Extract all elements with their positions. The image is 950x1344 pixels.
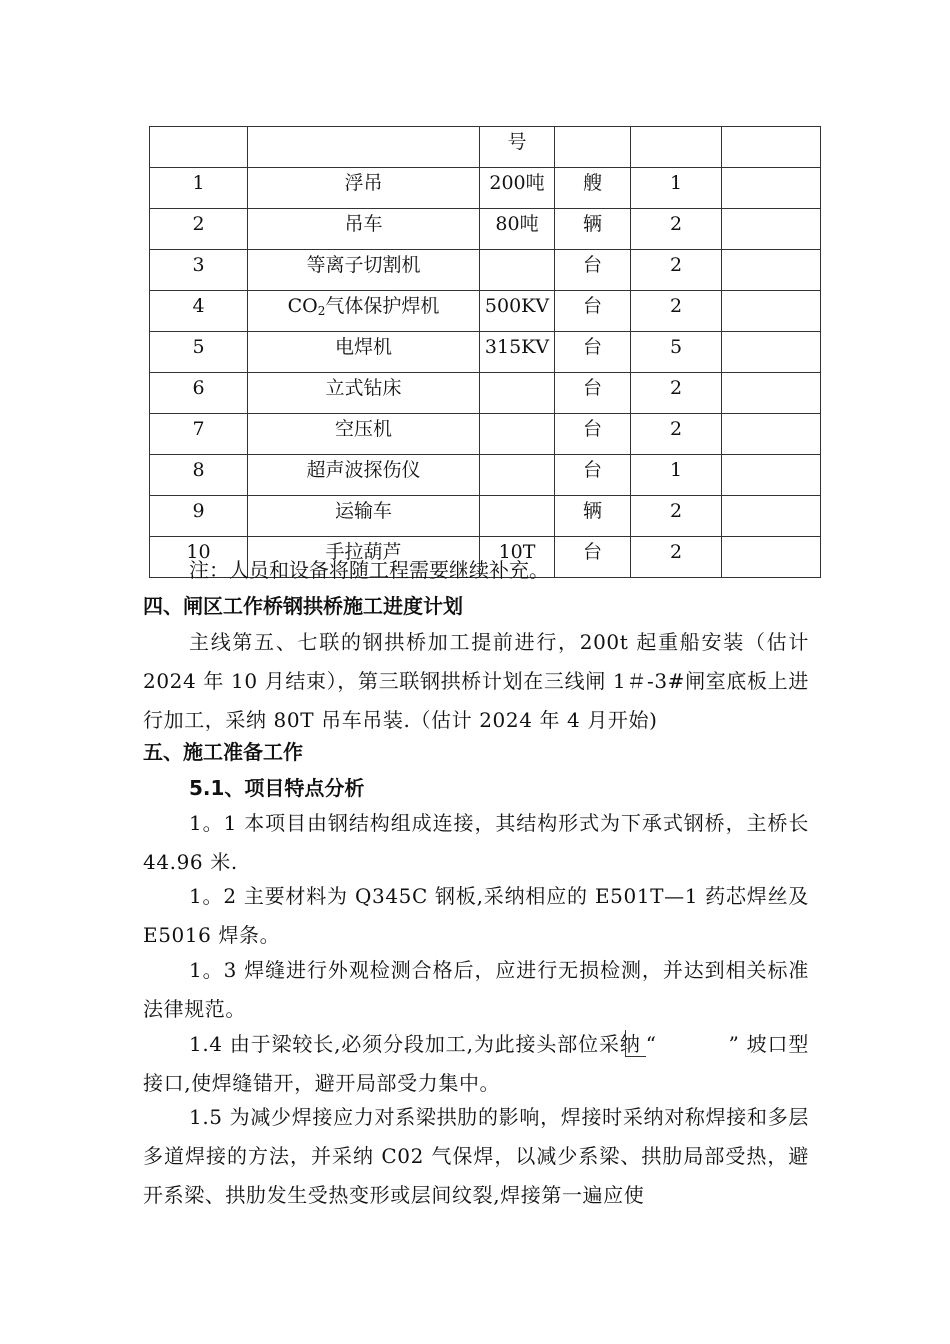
row-name: 浮吊	[248, 168, 480, 209]
row-unit: 台	[555, 291, 631, 332]
row-name: 手拉葫芦	[248, 537, 480, 578]
row-qty: 2	[631, 414, 722, 455]
row-no: 1	[150, 168, 248, 209]
row-unit: 台	[555, 455, 631, 496]
row-unit: 台	[555, 250, 631, 291]
equipment-table	[149, 126, 821, 578]
row-name: 吊车	[248, 209, 480, 250]
row-unit: 艘	[555, 168, 631, 209]
table-row	[150, 168, 821, 209]
row-qty: 2	[631, 496, 722, 537]
row-no: 4	[150, 291, 248, 332]
row-name: 超声波探伤仪	[248, 455, 480, 496]
row-spec: 200吨	[480, 168, 555, 209]
table-row	[150, 332, 821, 373]
row-qty: 2	[631, 537, 722, 578]
row-no: 8	[150, 455, 248, 496]
table-row	[150, 250, 821, 291]
row-no: 9	[150, 496, 248, 537]
row-spec	[480, 250, 555, 291]
row-qty: 1	[631, 168, 722, 209]
row-spec: 80吨	[480, 209, 555, 250]
row-name: 电焊机	[248, 332, 480, 373]
row-qty: 5	[631, 332, 722, 373]
section-4-paragraph: 主线第五、七联的钢拱桥加工提前进行，200t 起重船安装（估计 2024 年 10 月结束），第三联钢拱桥计划在三线闸 1＃-3#闸室底板上进行加工，采纳 80T 吊车吊装.（估计 2024 年 4 月开始)	[143, 630, 809, 732]
row-qty: 2	[631, 373, 722, 414]
row-qty: 2	[631, 250, 722, 291]
paragraph-1-3: 1。3 焊缝进行外观检测合格后，应进行无损检测，并达到相关标准法律规范。	[143, 958, 809, 1021]
row-qty: 2	[631, 209, 722, 250]
row-no: 2	[150, 209, 248, 250]
paragraph-1-5: 1.5 为减少焊接应力对系梁拱肋的影响，焊接时采纳对称焊接和多层多道焊接的方法，并采纳 C02 气保焊，以减少系梁、拱肋局部受热，避开系梁、拱肋发生受热变形或层间纹裂,焊接第一遍应使	[143, 1105, 809, 1207]
row-unit: 台	[555, 373, 631, 414]
row-unit: 台	[555, 414, 631, 455]
row-no: 5	[150, 332, 248, 373]
row-qty: 2	[631, 291, 722, 332]
row-no: 7	[150, 414, 248, 455]
table-row	[150, 127, 821, 168]
row-spec	[480, 373, 555, 414]
row-spec	[480, 455, 555, 496]
row-spec	[480, 414, 555, 455]
row-no: 10	[150, 537, 248, 578]
row-spec: 10T	[480, 537, 555, 578]
table-row	[150, 291, 821, 332]
row-name: 立式钻床	[248, 373, 480, 414]
table-row	[150, 455, 821, 496]
table-row	[150, 373, 821, 414]
row-spec: 315KV	[480, 332, 555, 373]
row-name: 等离子切割机	[248, 250, 480, 291]
row-no: 3	[150, 250, 248, 291]
row-name: 运输车	[248, 496, 480, 537]
table-note: 注：人员和设备将随工程需要继续补充。	[189, 558, 549, 582]
row-unit: 台	[555, 537, 631, 578]
row-unit: 辆	[555, 209, 631, 250]
header-fragment: 号	[480, 127, 555, 168]
paragraph-1-1: 1。1 本项目由钢结构组成连接，其结构形式为下承式钢桥，主桥长 44.96 米.	[143, 811, 809, 874]
paragraph-1-2: 1。2 主要材料为 Q345C 钢板,采纳相应的 E501T—1 药芯焊丝及 E5016 焊条。	[143, 884, 809, 947]
bevel-symbol-icon	[625, 1030, 646, 1057]
table-row	[150, 209, 821, 250]
table-row	[150, 496, 821, 537]
row-unit: 台	[555, 332, 631, 373]
row-spec: 500KV	[480, 291, 555, 332]
section-5-1-heading: 5.1、项目特点分析	[189, 776, 365, 800]
paragraph-1-4: 1.4 由于梁较长,必须分段加工,为此接头部位采纳 “ ” 坡口型接口,使焊缝错开，避开局部受力集中。	[143, 1032, 809, 1095]
row-qty: 1	[631, 455, 722, 496]
row-no: 6	[150, 373, 248, 414]
row-unit: 辆	[555, 496, 631, 537]
row-name: 空压机	[248, 414, 480, 455]
row-name: $CO_2$气体保护焊机	[248, 291, 480, 332]
section-5-heading: 五、施工准备工作	[143, 740, 303, 764]
section-4-heading: 四、闸区工作桥钢拱桥施工进度计划	[143, 594, 463, 618]
row-spec	[480, 496, 555, 537]
table-row	[150, 414, 821, 455]
